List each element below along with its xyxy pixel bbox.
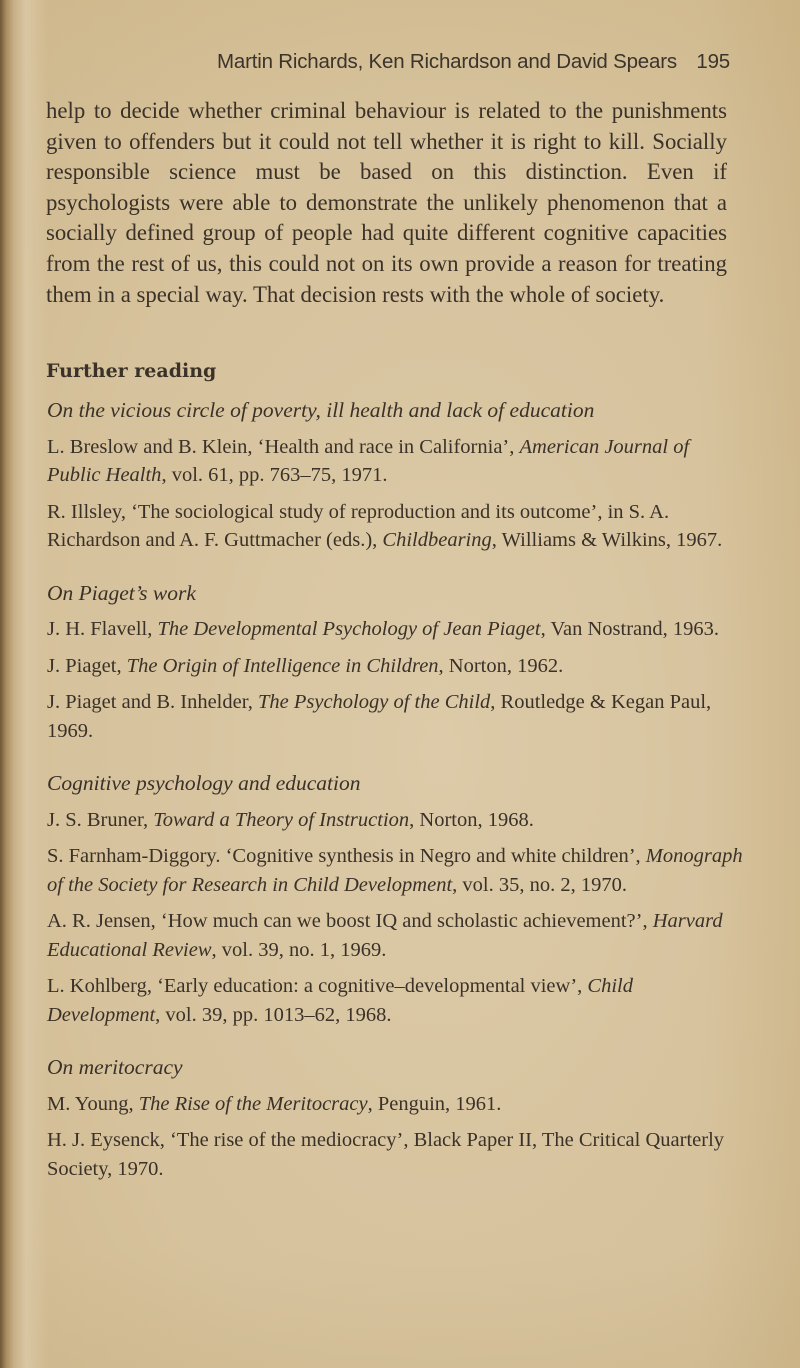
reading-group-title: On Piaget’s work [47,580,196,605]
page-number: 195 [696,50,730,73]
reference-title: Monograph of the Society for Research in Child Development [47,845,743,896]
body-paragraph: help to decide whether criminal behaviour is related to the punishments given to offenders but it could not tell whether it is right to kill. Socially responsible science must be based on this distinction. Even if psychologists were able to demonstrate the unlikely phenomenon that a socially defined group of people had quite different cognitive capacities from the rest of us, this could not on its own provide a reason for treating them in a special way. That decision rests with the whole of society. [46,98,727,307]
reference-title: The Origin of Intelligence in Children [126,654,439,677]
reference-list [47,396,747,1207]
reference-entry: R. Illsley, ‘The sociological study of reproduction and its outcome’, in S. A. Richardson and A. F. Guttmacher (eds.), Childbearing, Williams & Wilkins, 1967. [47,500,723,551]
reference-entry: L. Breslow and B. Klein, ‘Health and race in California’, American Journal of Public Health, vol. 61, pp. 763–75, 1971. [47,435,690,486]
running-head-authors: Martin Richards, Ken Richardson and David Spears [217,50,677,73]
reference-title: American Journal of Public Health [47,435,690,486]
reference-title: Harvard Educational Review [47,910,723,961]
reference-entry: S. Farnham-Diggory. ‘Cognitive synthesis in Negro and white children’, Monograph of the Society for Research in Child Development, vol. 35, no. 2, 1970. [47,845,743,896]
reference-entry: A. R. Jensen, ‘How much can we boost IQ and scholastic achievement?’, Harvard Educational Review, vol. 39, no. 1, 1969. [47,910,723,961]
reading-group [47,769,747,1029]
reference-title: Childbearing [382,529,492,551]
running-head [217,50,730,74]
reference-entry: H. J. Eysenck, ‘The rise of the mediocracy’, Black Paper II, The Critical Quarterly Society, 1970. [47,1129,725,1180]
reference-entry: J. Piaget, The Origin of Intelligence in Children, Norton, 1962. [47,654,564,677]
reading-group-title: On the vicious circle of poverty, ill health and lack of education [47,398,595,422]
reference-entry: J. S. Bruner, Toward a Theory of Instruction, Norton, 1968. [47,808,534,831]
reading-group [47,579,747,746]
reference-title: The Developmental Psychology of Jean Piaget [157,618,541,640]
reading-group [47,396,747,555]
reading-group-title: Cognitive psychology and education [47,771,361,795]
reference-title: The Psychology of the Child [257,691,491,713]
reference-title: The Rise of the Meritocracy [138,1092,368,1115]
reference-entry: M. Young, The Rise of the Meritocracy, Penguin, 1961. [47,1092,502,1115]
reading-group [47,1053,747,1183]
reading-group-title: On meritocracy [47,1055,183,1079]
reference-entry: J. H. Flavell, The Developmental Psychology of Jean Piaget, Van Nostrand, 1963. [47,618,720,640]
reference-entry: L. Kohlberg, ‘Early education: a cognitive–developmental view’, Child Development, vol. 39, pp. 1013–62, 1968. [47,975,633,1026]
reference-title: Toward a Theory of Instruction [153,808,410,831]
further-reading-heading: Further reading [46,360,217,382]
reference-entry: J. Piaget and B. Inhelder, The Psychology of the Child, Routledge & Kegan Paul, 1969. [47,691,712,742]
reference-title: Child Development [47,975,633,1026]
